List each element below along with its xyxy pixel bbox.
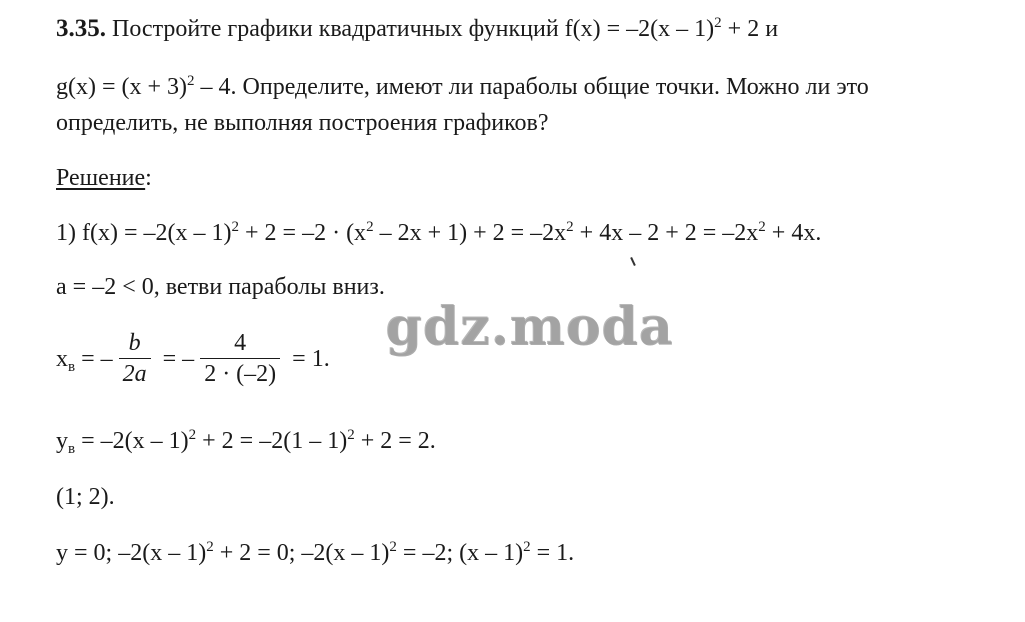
- coefficient-line: a = –2 < 0, ветви параболы вниз.: [56, 274, 385, 300]
- problem-statement-line-2: $g(x) = (x + 3)^2 - 4$. Определите, имеют ли параболы общие точки. Можно ли это: [56, 73, 869, 100]
- watermark-logo: gdz.moda: [385, 296, 674, 357]
- solution-heading: Решение:: [56, 165, 152, 191]
- solution-step-1: 1) $f(x) = -2(x - 1)^2 + 2 = -2 \cdot (x^2 - 2x + 1) + 2 = -2x^2 + 4x - 2 + 2 = -2x^2 + 4x$.: [56, 219, 822, 246]
- fraction-b-over-2a: $\frac{b}{2a}$: [119, 328, 151, 389]
- fraction-4-over-denominator: $\frac{4}{2 \cdot (-2)}$: [200, 328, 280, 389]
- vertex-x-formula: $x_в$ = – $\frac{b}{2a}$ = – $\frac{4}{2 \cdot (-2)}$ = 1.: [56, 330, 330, 387]
- intersection-equation: y = 0; –2(x – 1)$^2$ + 2 = 0; –2(x – 1)$^2$ = –2; (x – 1)$^2$ = 1.: [56, 539, 575, 566]
- vertex-y-formula: $y_в = -2(x - 1)^2 + 2 = -2(1 - 1)^2 + 2 = 2$.: [56, 427, 436, 457]
- problem-statement-line-1: 3.35. Постройте графики квадратичных функций f(x) = –2(x – 1)$^2$ + 2 и: [56, 15, 779, 42]
- problem-statement-line-3: определить, не выполняя построения графиков?: [56, 110, 549, 136]
- problem-number: 3.35.: [56, 15, 106, 42]
- print-speck: [630, 257, 636, 266]
- problem-text-1: Постройте графики квадратичных функций f(x) = –2(x – 1): [112, 16, 715, 42]
- vertex-point: (1; 2).: [56, 484, 115, 510]
